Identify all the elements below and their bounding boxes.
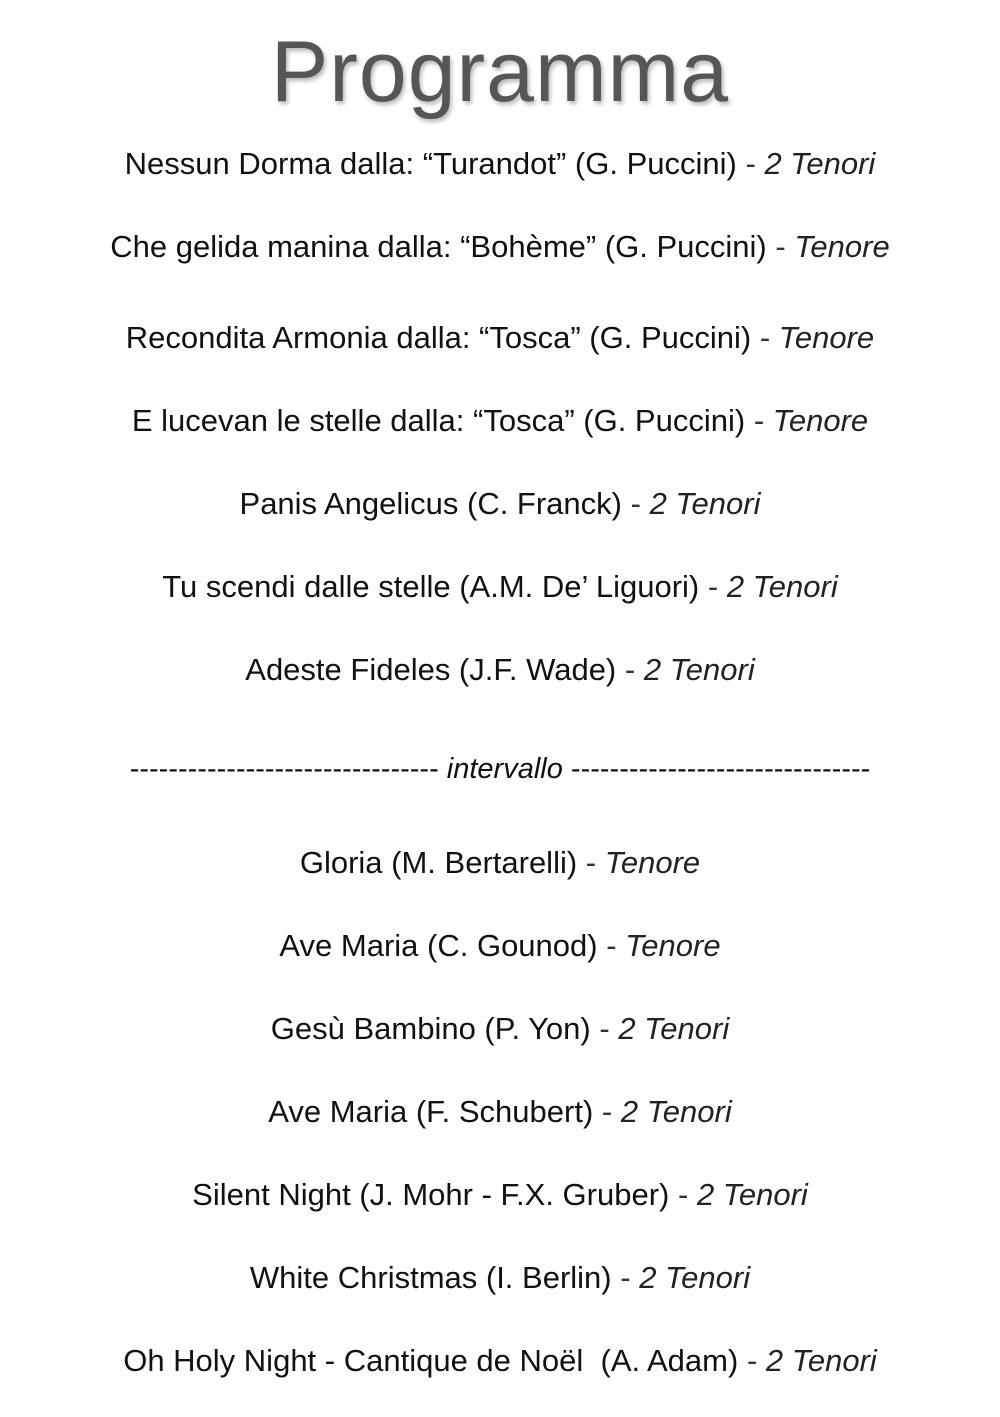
voice-label: 2 Tenori [764,146,876,181]
piece-title: Ave Maria (C. Gounod) [279,928,598,963]
dash-rule-left: -------------------------------- [129,753,439,785]
separator: - [599,1011,610,1046]
piece-title: Oh Holy Night - Cantique de Noël (A. Adam) [123,1343,739,1378]
program-item [0,318,1000,358]
voice-label: 2 Tenori [726,569,838,604]
voice-label: Tenore [772,403,869,438]
intermission-divider [0,749,1000,789]
piece-title: Silent Night (J. Mohr - F.X. Gruber) [192,1177,670,1212]
voice-label: 2 Tenori [765,1343,877,1378]
separator: - [620,1260,631,1295]
voice-label: 2 Tenori [643,652,755,687]
voice-label: 2 Tenori [618,1011,730,1046]
voice-label: Tenore [794,229,890,264]
separator: - [677,1177,689,1212]
separator: - [624,652,636,687]
voice-label: 2 Tenori [639,1260,751,1295]
piece-title: Tu scendi dalle stelle (A.M. De’ Liguori) [162,569,700,604]
piece-title: Panis Angelicus (C. Franck) [239,486,622,521]
piece-title: Che gelida manina dalla: “Bohème” (G. Puccini) [110,229,767,264]
separator: - [775,229,786,264]
program-item [0,567,1000,607]
piece-title: Ave Maria (F. Schubert) [268,1094,594,1129]
program-item [0,144,1000,184]
piece-title: Nessun Dorma dalla: “Turandot” (G. Puccini) [124,146,737,181]
dash-rule-right: ------------------------------- [570,753,871,785]
separator: - [753,403,765,438]
program-item [0,650,1000,690]
program-item [0,227,1000,267]
voice-label: 2 Tenori [620,1094,732,1129]
separator: - [746,1343,758,1378]
piece-title: Gesù Bambino (P. Yon) [270,1011,591,1046]
separator: - [630,486,641,521]
program-item [0,401,1000,441]
voice-label: Tenore [625,928,721,963]
separator: - [606,928,617,963]
piece-title: White Christmas (I. Berlin) [249,1260,612,1295]
program-item [0,1341,1000,1381]
separator: - [585,845,597,880]
intermission-label: intervallo [446,753,563,785]
voice-label: Tenore [778,320,875,355]
program-item [0,926,1000,966]
page-title: Programma [270,24,730,120]
program-item [0,1009,1000,1049]
voice-label: 2 Tenori [649,486,761,521]
voice-label: 2 Tenori [696,1177,808,1212]
program-item [0,843,1000,883]
separator: - [759,320,771,355]
piece-title: Adeste Fideles (J.F. Wade) [245,652,617,687]
piece-title: E lucevan le stelle dalla: “Tosca” (G. Puccini) [131,403,746,438]
voice-label: Tenore [604,845,701,880]
separator: - [745,146,756,181]
program-item [0,1175,1000,1215]
piece-title: Recondita Armonia dalla: “Tosca” (G. Puccini) [125,320,752,355]
program-item [0,484,1000,524]
separator: - [707,569,719,604]
piece-title: Gloria (M. Bertarelli) [299,845,578,880]
program-item [0,1092,1000,1132]
program-item [0,1258,1000,1298]
separator: - [601,1094,613,1129]
